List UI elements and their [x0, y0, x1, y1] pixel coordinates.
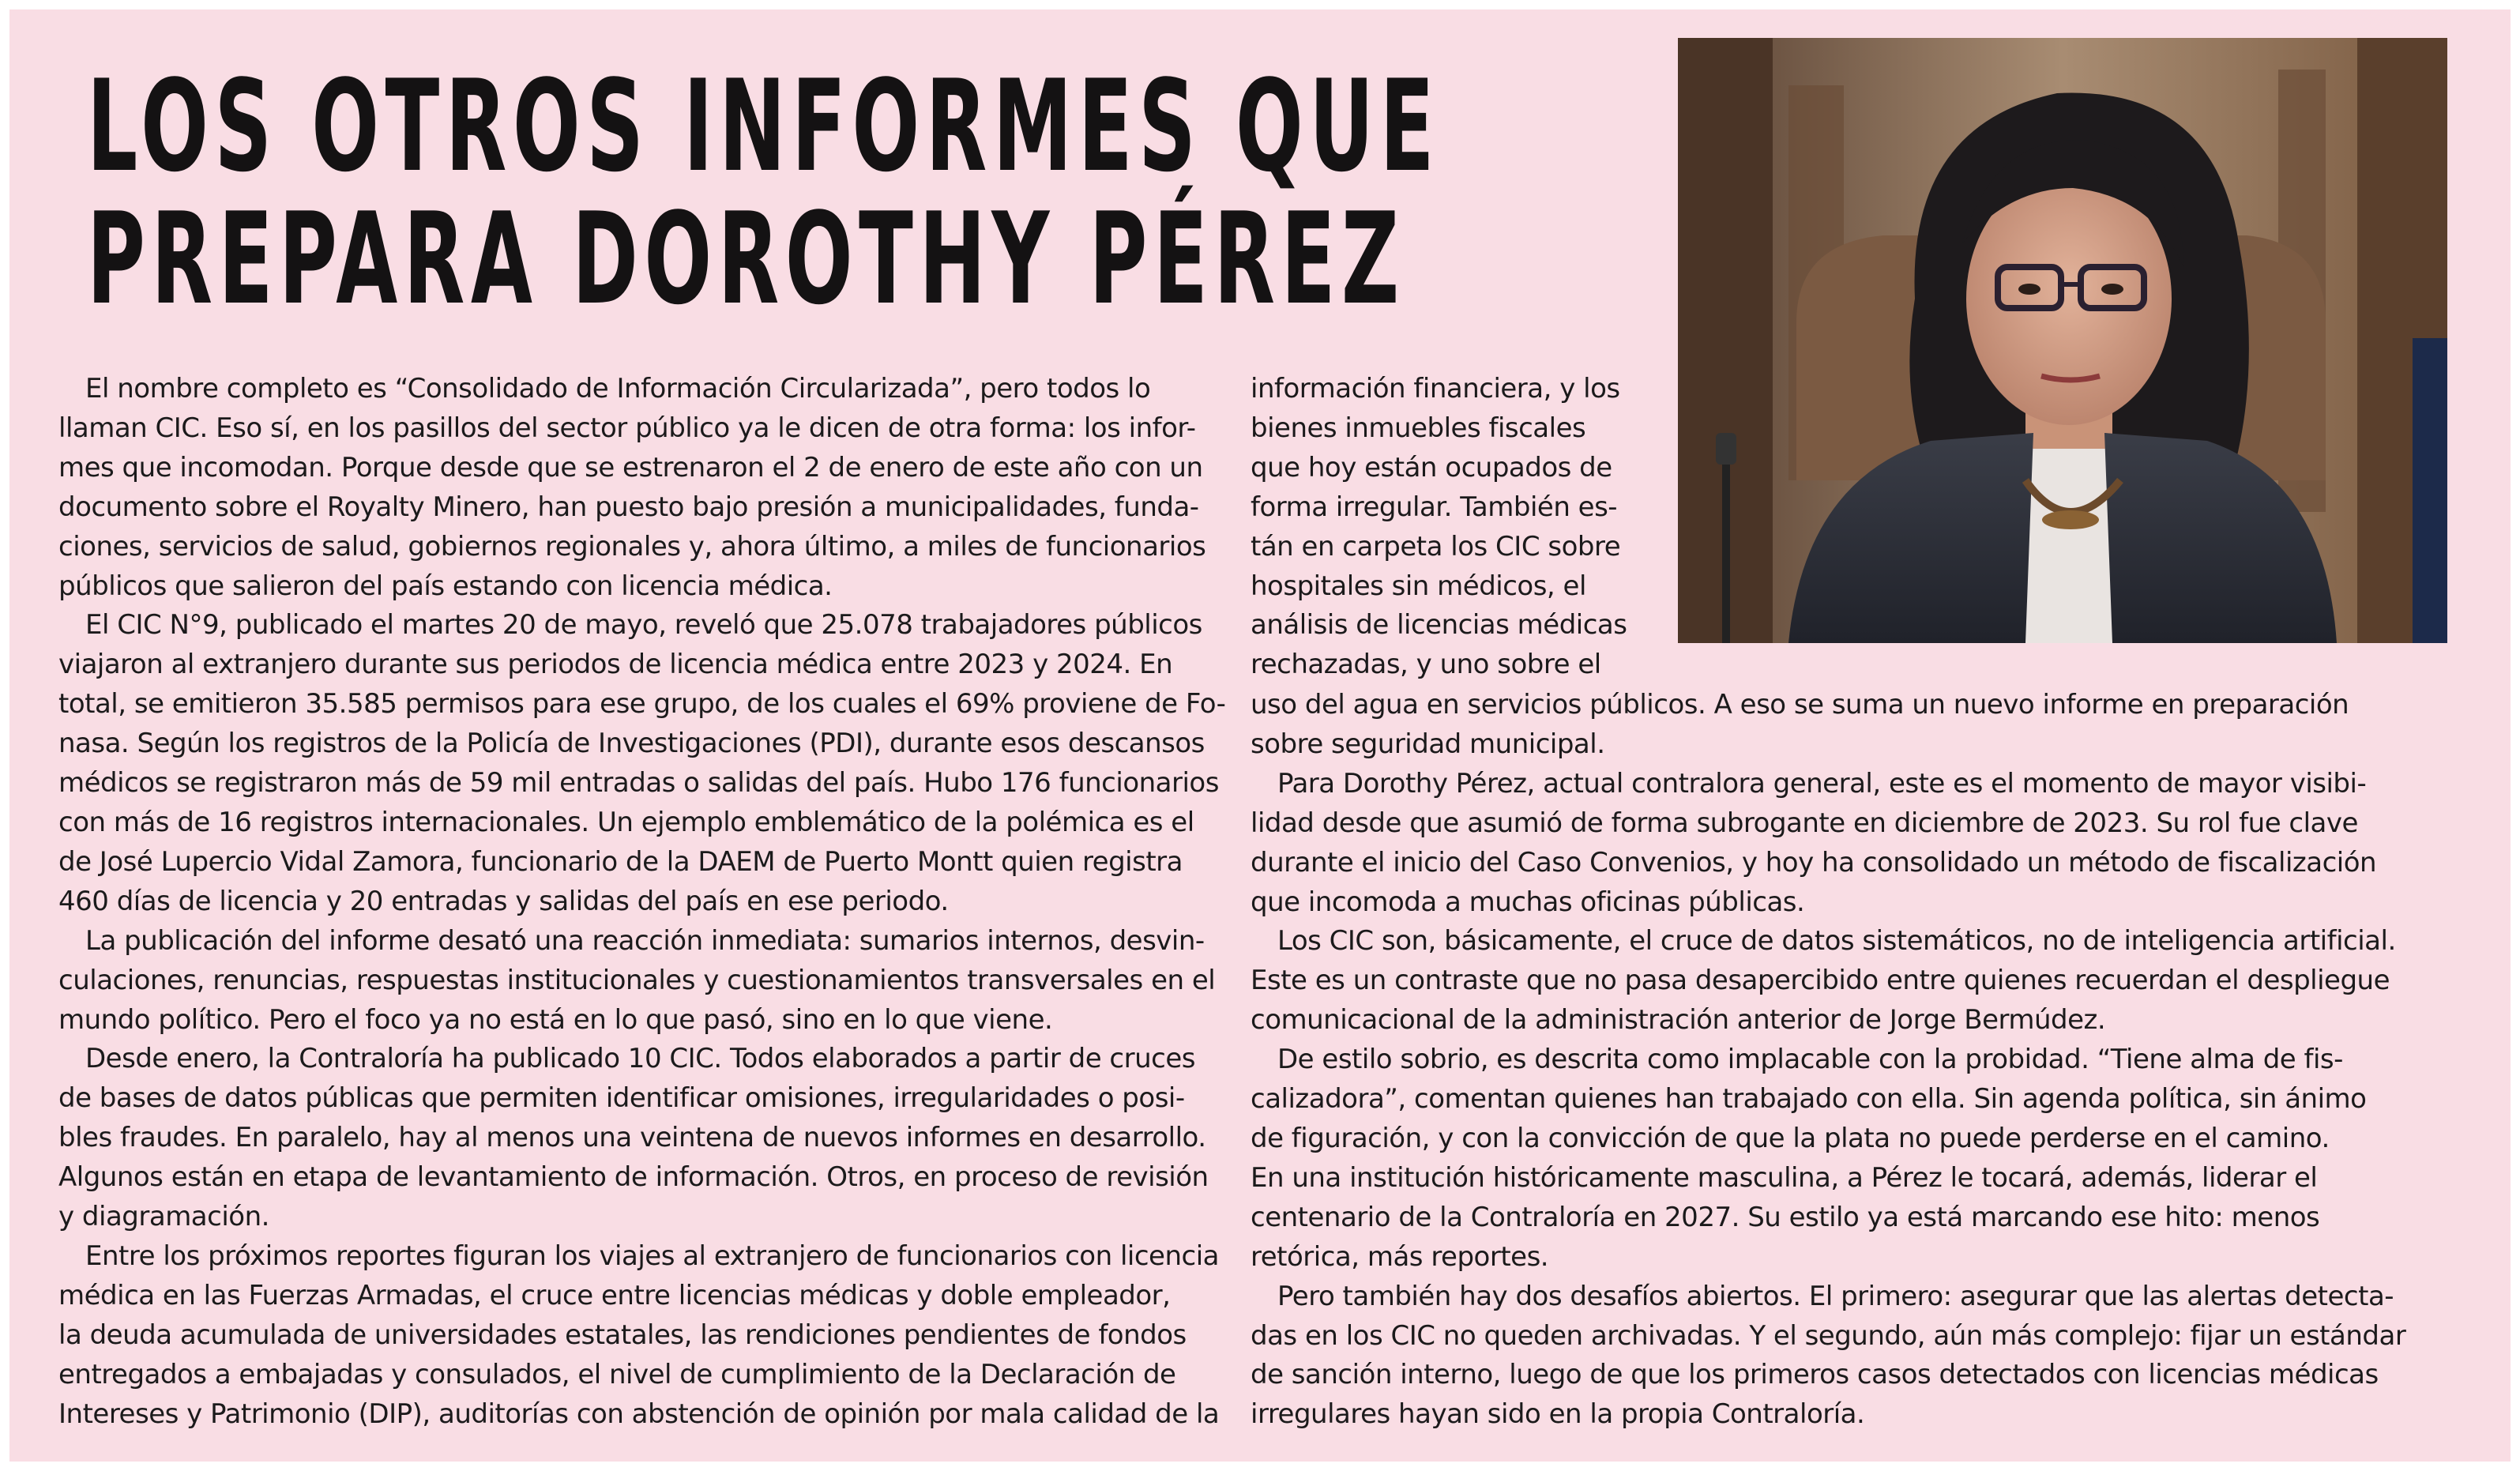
portrait-illustration-icon — [1678, 38, 2447, 643]
headline-line-1: LOS OTROS INFORMES QUE — [87, 52, 1441, 200]
text-line: El CIC N°9, publicado el martes 20 de mayo, reveló que 25.078 trabajadores públicos — [85, 609, 1202, 641]
text-line: llaman CIC. Eso sí, en los pasillos del sector público ya le dicen de otra forma: los infor- — [58, 412, 1196, 444]
text-line: bles fraudes. En paralelo, hay al menos una veintena de nuevos informes en desarrollo. — [58, 1122, 1206, 1154]
paragraph-1 — [58, 370, 1205, 606]
text-line: Intereses y Patrimonio (DIP), auditorías con abstención de opinión por mala calidad de la — [58, 1398, 1220, 1430]
paragraph-7 — [1251, 765, 2398, 923]
text-line: Desde enero, la Contraloría ha publicado 10 CIC. Todos elaborados a partir de cruces — [85, 1043, 1195, 1075]
text-line: de José Lupercio Vidal Zamora, funcionario de la DAEM de Puerto Montt quien registra — [58, 845, 1183, 878]
text-line: Para Dorothy Pérez, actual contralora general, este es el momento de mayor visibi- — [1277, 767, 2367, 799]
right-column-top — [1251, 370, 1661, 685]
text-line: entregados a embajadas y consulados, el nivel de cumplimiento de la Declaración de — [58, 1358, 1176, 1390]
text-line: bienes inmuebles fiscales — [1251, 412, 1586, 444]
text-line: culaciones, renuncias, respuestas institucionales y cuestionamientos transversales en el — [58, 964, 1216, 996]
headline-line-2: PREPARA DOROTHY PÉREZ — [87, 185, 1405, 333]
text-line: Los CIC son, básicamente, el cruce de datos sistemáticos, no de inteligencia artificial. — [1277, 925, 2396, 957]
text-line: calizadora”, comentan quienes han trabajado con ella. Sin agenda política, sin ánimo — [1251, 1083, 2367, 1115]
text-line: comunicacional de la administración anterior de Jorge Bermúdez. — [1251, 1004, 2106, 1036]
text-line: lidad desde que asumió de forma subrogante en diciembre de 2023. Su rol fue clave — [1251, 807, 2358, 839]
portrait-photo — [1678, 38, 2447, 643]
text-line: Pero también hay dos desafíos abiertos. El primero: asegurar que las alertas detecta- — [1277, 1280, 2394, 1312]
paragraph-5 — [58, 1237, 1220, 1435]
text-line: sobre seguridad municipal. — [1251, 728, 1605, 760]
text-line: uso del agua en servicios públicos. A eso se suma un nuevo informe en preparación — [1251, 689, 2349, 720]
text-line: información financiera, y los — [1251, 373, 1620, 404]
headline — [87, 52, 1441, 333]
text-line: mundo político. Pero el foco ya no está en lo que pasó, sino en lo que viene. — [58, 1003, 1053, 1036]
text-line: de sanción interno, luego de que los primeros casos detectados con licencias médicas — [1251, 1359, 2379, 1391]
text-line: análisis de licencias médicas — [1251, 609, 1627, 641]
text-line: que incomoda a muchas oficinas públicas. — [1251, 886, 1805, 918]
text-line: de bases de datos públicas que permiten identificar omisiones, irregularidades o posi- — [58, 1082, 1185, 1115]
paragraph-6 — [1251, 686, 2398, 765]
text-line: La publicación del informe desató una reacción inmediata: sumarios internos, desvin- — [85, 924, 1205, 957]
text-line: das en los CIC no queden archivadas. Y el segundo, aún más complejo: fijar un estándar — [1251, 1319, 2406, 1352]
left-column — [58, 370, 1226, 1434]
text-line: viajaron al extranjero durante sus periodos de licencia médica entre 2023 y 2024. En — [58, 649, 1173, 681]
text-line: públicos que salieron del país estando con licencia médica. — [58, 570, 833, 602]
text-line: total, se emitieron 35.585 permisos para ese grupo, de los cuales el 69% proviene de Fo- — [58, 688, 1226, 720]
text-line: médica en las Fuerzas Armadas, el cruce entre licencias médicas y doble empleador, — [58, 1279, 1171, 1311]
text-line: y diagramación. — [58, 1201, 269, 1233]
text-line: rechazadas, y uno sobre el — [1251, 649, 1601, 681]
article — [9, 9, 2511, 1462]
text-line: El nombre completo es “Consolidado de Información Circularizada”, pero todos lo — [85, 373, 1151, 404]
paragraph-continued — [1251, 370, 1661, 685]
text-line: mes que incomodan. Porque desde que se estrenaron el 2 de enero de este año con un — [58, 451, 1203, 483]
text-line: la deuda acumulada de universidades estatales, las rendiciones pendientes de fondos — [58, 1319, 1187, 1351]
text-line: retórica, más reportes. — [1251, 1240, 1549, 1273]
text-line: Entre los próximos reportes figuran los viajes al extranjero de funcionarios con licencia — [85, 1240, 1219, 1272]
paragraph-9 — [1251, 1040, 2398, 1277]
text-line: forma irregular. También es- — [1251, 491, 1618, 523]
text-line: Algunos están en etapa de levantamiento de información. Otros, en proceso de revisión — [58, 1161, 1209, 1194]
text-line: Este es un contraste que no pasa desapercibido entre quienes recuerdan el despliegue — [1251, 965, 2390, 997]
paragraph-8 — [1251, 922, 2398, 1040]
text-line: 460 días de licencia y 20 entradas y salidas del país en ese periodo. — [58, 885, 949, 917]
text-line: irregulares hayan sido en la propia Contraloría. — [1251, 1398, 1865, 1431]
text-line: hospitales sin médicos, el — [1251, 570, 1586, 602]
text-line: médicos se registraron más de 59 mil entradas o salidas del país. Hubo 176 funcionarios — [58, 767, 1219, 799]
text-line: de figuración, y con la convicción de que la plata no puede perderse en el camino. — [1251, 1122, 2330, 1154]
text-line: De estilo sobrio, es descrita como implacable con la probidad. “Tiene alma de fis- — [1277, 1044, 2343, 1076]
text-line: ciones, servicios de salud, gobiernos regionales y, ahora último, a miles de funcionarios — [58, 530, 1206, 562]
text-line: que hoy están ocupados de — [1251, 451, 1612, 483]
text-line: durante el inicio del Caso Convenios, y hoy ha consolidado un método de fiscalización — [1251, 846, 2377, 878]
text-line: centenario de la Contraloría en 2027. Su estilo ya está marcando ese hito: menos — [1251, 1201, 2320, 1233]
text-line: documento sobre el Royalty Minero, han puesto bajo presión a municipalidades, funda- — [58, 491, 1199, 523]
text-line: con más de 16 registros internacionales. Un ejemplo emblemático de la polémica es el — [58, 806, 1194, 838]
text-line: En una institución históricamente masculina, a Pérez le tocará, además, liderar el — [1251, 1161, 2318, 1194]
text-line: nasa. Según los registros de la Policía de Investigaciones (PDI), durante esos descansos — [58, 728, 1205, 760]
paragraph-4 — [58, 1040, 1209, 1237]
right-column-bottom — [1251, 686, 2406, 1435]
paragraph-2 — [58, 606, 1226, 921]
paragraph-10 — [1251, 1277, 2406, 1435]
text-line: tán en carpeta los CIC sobre — [1251, 530, 1621, 562]
paragraph-3 — [58, 922, 1216, 1040]
